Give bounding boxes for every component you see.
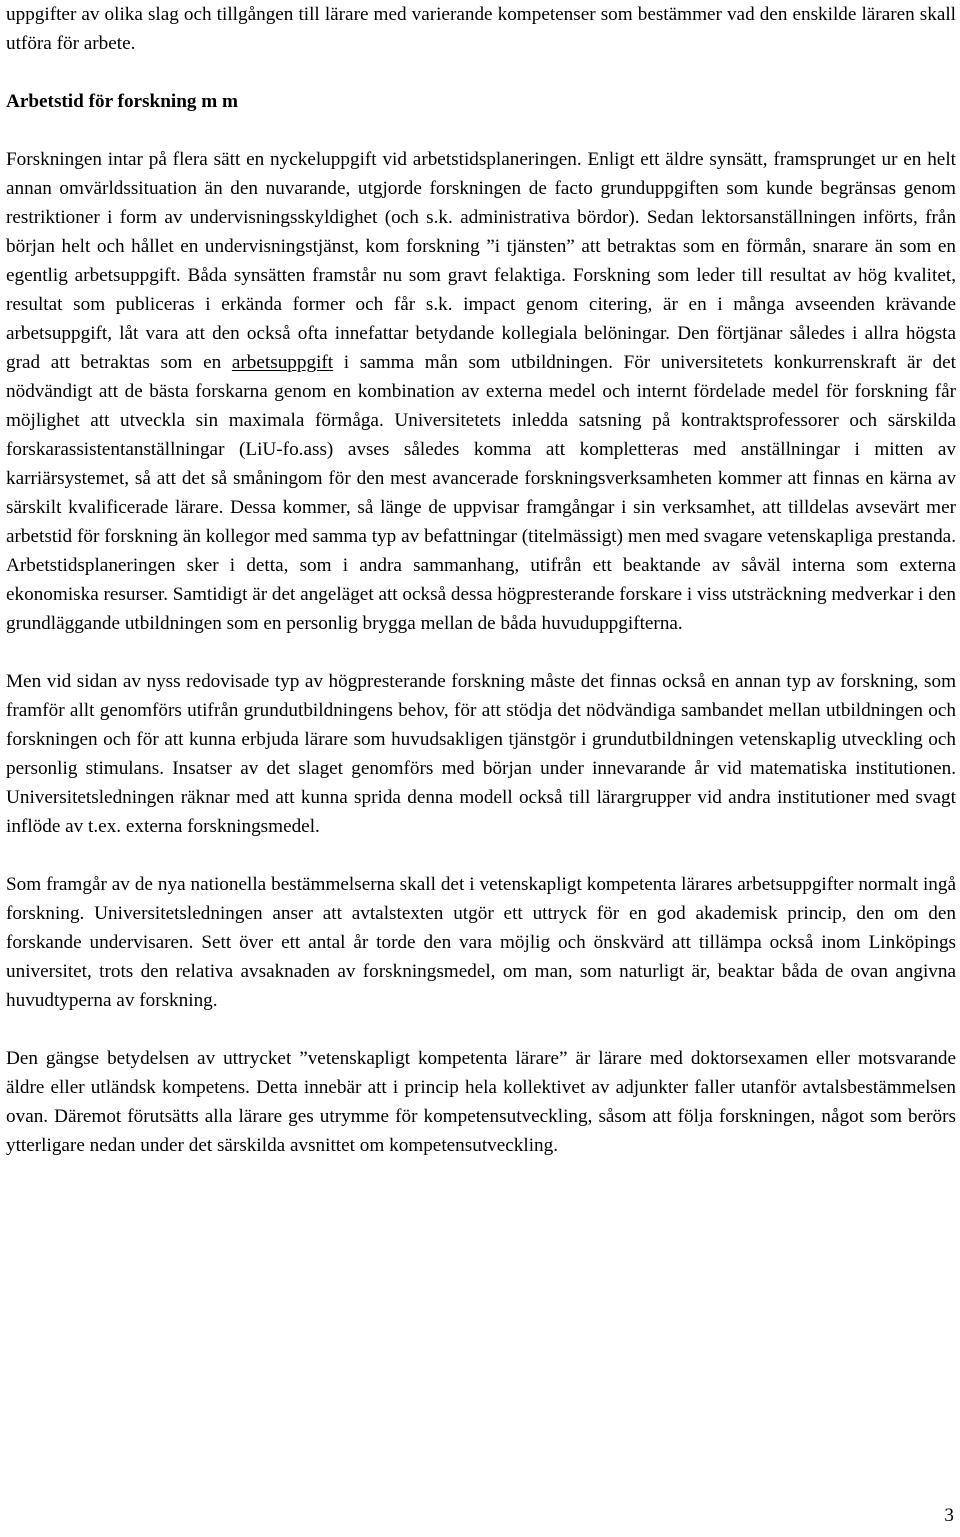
underlined-term: arbetsuppgift — [231, 352, 334, 373]
paragraph-research-task — [6, 145, 956, 638]
paragraph-text: Forskningen intar på flera sätt en nyckeluppgift vid arbetstidsplaneringen. Enligt ett äldre synsätt, framsprunget ur en helt annan omvärldssituation än den nuvarande, utgjorde forskningen de facto grunduppgiften som kunde begränsas genom restriktioner i form av undervisningsskyldighet (och s.k. administrativa bördor). Sedan lektorsanställningen införts, från början helt och hållet en undervisningstjänst, kom forskning ”i tjänsten” att betraktas som en förmån, snarare än som en egentlig arbetsuppgift. Båda synsätten framstår nu som gravt felaktiga. Forskning som leder till resultat av hög kvalitet, resultat som publiceras i erkända former och får s.k. impact genom citering, är en i många avseenden krävande arbetsuppgift, låt vara att den också ofta innefattar betydande kollegiala belöningar. Den förtjänar således i allra högsta grad att betraktas som en — [6, 149, 956, 373]
section-heading: Arbetstid för forskning m m — [6, 91, 239, 112]
document-page — [6, 0, 956, 1160]
page-number: 3 — [944, 1505, 954, 1526]
paragraph-other-research: Men vid sidan av nyss redovisade typ av högpresterande forskning måste det finnas också en annan typ av forskning, som framför allt genomförs utifrån grundutbildningens behov, för att stödja det nödvändiga sambandet mellan utbildningen och forskningen och för att kunna erbjuda lärare som huvudsakligen tjänstgör i grundutbildningen vetenskaplig utveckling och personlig stimulans. Insatser av det slaget genomförs med början under innevarande år vid matematiska institutionen. Universitetsledningen räknar med att kunna sprida denna modell också till lärargrupper vid andra institutioner med svagt inflöde av t.ex. externa forskningsmedel. — [6, 671, 956, 837]
paragraph-national-rules: Som framgår av de nya nationella bestämmelserna skall det i vetenskapligt kompetenta lärares arbetsuppgifter normalt ingå forskning. Universitetsledningen anser att avtalstexten utgör ett uttryck för en god akademisk princip, den om den forskande undervisaren. Sett över ett antal år torde den vara möjlig och önskvärd att tillämpa också inom Linköpings universitet, trots den relativa avsaknaden av forskningsmedel, om man, som naturligt är, beaktar båda de ovan angivna huvudtyperna av forskning. — [6, 874, 956, 1011]
paragraph-text: i samma mån som utbildningen. För universitetets konkurrenskraft är det nödvändigt att de bästa forskarna genom en kombination av externa medel och internt fördelade medel för forskning får möjlighet att utveckla sin maximala förmåga. Universitetets inledda satsning på kontraktsprofessorer och särskilda forskarassistentanställningar (LiU-fo.ass) avses således komma att kompletteras med anställningar i mitten av karriärsystemet, så att det så småningom för den mest avancerade forskningsverksamheten kommer att finnas en kärna av särskilt kvalificerade lärare. Dessa kommer, så länge de uppvisar framgångar i sin verksamhet, att tilldelas avsevärt mer arbetstid för forskning än kollegor med samma typ av befattningar (titelmässigt) men med svagare vetenskapliga prestanda. Arbetstidsplaneringen sker i detta, som i andra sammanhang, utifrån ett beaktande av såväl interna som externa ekonomiska resurser. Samtidigt är det angeläget att också dessa högpresterande forskare i viss utsträckning medverkar i den grundläggande utbildningen som en personlig brygga mellan de båda huvuduppgifterna. — [6, 352, 957, 634]
intro-paragraph: uppgifter av olika slag och tillgången till lärare med varierande kompetenser som bestämmer vad den enskilde läraren skall utföra för arbete. — [6, 4, 956, 54]
paragraph-competent-teachers: Den gängse betydelsen av uttrycket ”vetenskapligt kompetenta lärare” är lärare med doktorsexamen eller motsvarande äldre eller utländsk kompetens. Detta innebär att i princip hela kollektivet av adjunkter faller utanför avtalsbestämmelsen ovan. Däremot förutsätts alla lärare ges utrymme för kompetensutveckling, såsom att följa forskningen, något som berörs ytterligare nedan under det särskilda avsnittet om kompetensutveckling. — [6, 1048, 956, 1156]
